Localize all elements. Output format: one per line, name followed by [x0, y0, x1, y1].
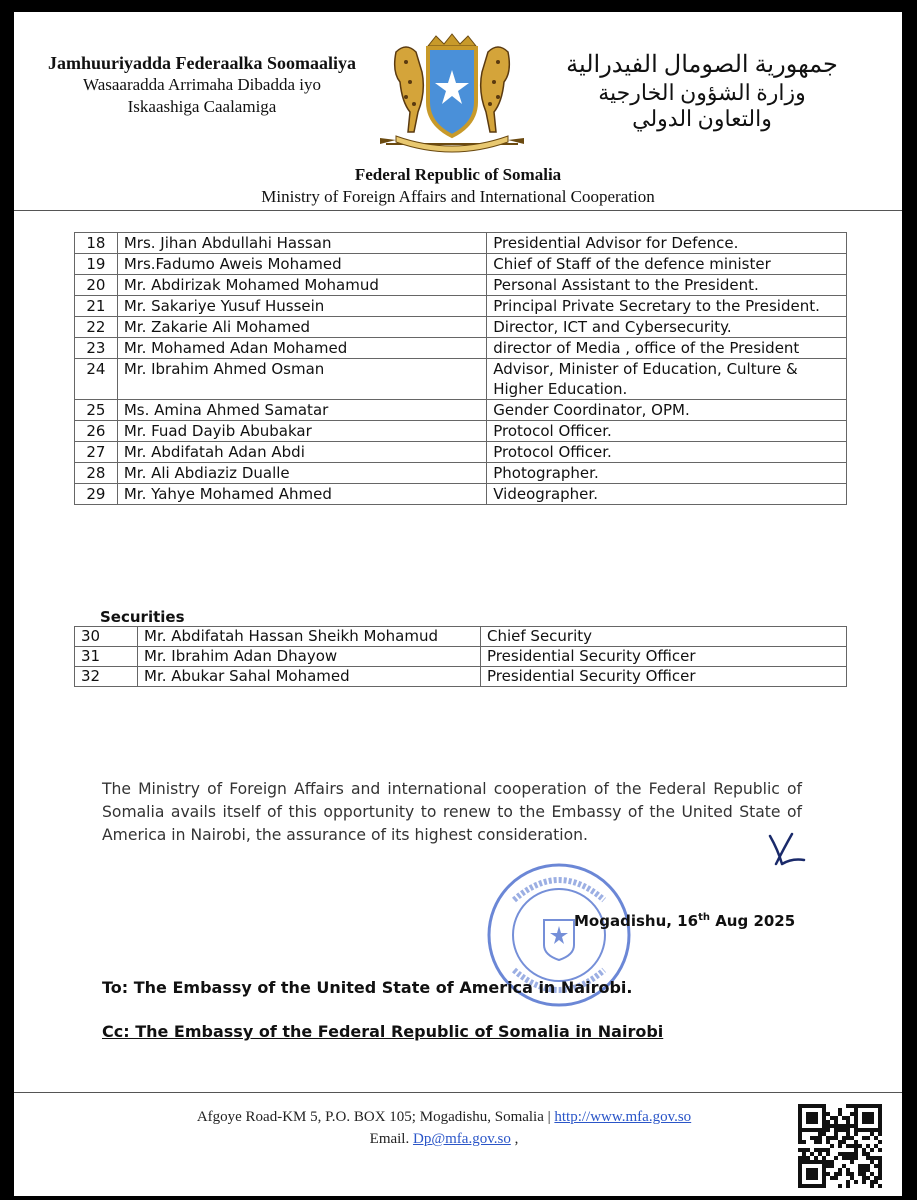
person-title: Protocol Officer.	[487, 421, 847, 442]
row-number: 28	[75, 463, 118, 484]
delegation-row	[75, 400, 847, 421]
header-somali-line1: Jamhuuriyadda Federaalka Soomaaliya	[47, 53, 357, 73]
email-label: Email.	[369, 1131, 413, 1147]
footer-email-line	[144, 1128, 744, 1150]
header-arabic	[532, 50, 872, 132]
delegation-row	[75, 421, 847, 442]
person-title: Advisor, Minister of Education, Culture & Higher Education.	[487, 359, 847, 400]
place-and-date	[574, 912, 795, 930]
person-name: Mr. Yahye Mohamed Ahmed	[117, 484, 486, 505]
security-row	[75, 647, 847, 667]
place-date-text: Mogadishu, 16	[574, 912, 699, 930]
delegation-row	[75, 254, 847, 275]
cc-line: Cc: The Embassy of the Federal Republic of Somalia in Nairobi	[102, 1022, 664, 1041]
header-somali	[32, 52, 372, 118]
person-title: Photographer.	[487, 463, 847, 484]
person-name: Mr. Abdirizak Mohamed Mohamud	[117, 275, 486, 296]
row-number: 29	[75, 484, 118, 505]
footer-address: Afgoye Road-KM 5, P.O. BOX 105; Mogadishu, Somalia |	[196, 1109, 555, 1125]
person-name: Mr. Ali Abdiaziz Dualle	[117, 463, 486, 484]
person-name: Mr. Abukar Sahal Mohamed	[138, 667, 481, 687]
header-somali-line3: Iskaashiga Caalamiga	[127, 97, 277, 116]
header-english	[14, 164, 902, 208]
header-arabic-line1: جمهورية الصومال الفيدرالية	[566, 52, 838, 78]
row-number: 32	[75, 667, 138, 687]
person-title: Presidential Advisor for Defence.	[487, 233, 847, 254]
delegation-row	[75, 233, 847, 254]
person-title: Presidential Security Officer	[481, 667, 847, 687]
person-title: Videographer.	[487, 484, 847, 505]
person-title: Director, ICT and Cybersecurity.	[487, 317, 847, 338]
recipient-line: To: The Embassy of the United State of America in Nairobi.	[102, 978, 633, 997]
header-somali-line2: Wasaaradda Arrimaha Dibadda iyo	[83, 75, 321, 94]
row-number: 24	[75, 359, 118, 400]
person-title: Gender Coordinator, OPM.	[487, 400, 847, 421]
footer	[144, 1106, 744, 1150]
row-number: 20	[75, 275, 118, 296]
person-name: Mr. Ibrahim Ahmed Osman	[117, 359, 486, 400]
row-number: 26	[75, 421, 118, 442]
person-name: Mr. Zakarie Ali Mohamed	[117, 317, 486, 338]
security-row	[75, 627, 847, 647]
delegation-row	[75, 317, 847, 338]
person-name: Mr. Sakariye Yusuf Hussein	[117, 296, 486, 317]
delegation-table	[74, 232, 847, 505]
securities-table	[74, 626, 847, 687]
person-title: Principal Private Secretary to the President.	[487, 296, 847, 317]
person-name: Mr. Fuad Dayib Abubakar	[117, 421, 486, 442]
delegation-row	[75, 296, 847, 317]
row-number: 30	[75, 627, 138, 647]
delegation-row	[75, 338, 847, 359]
row-number: 21	[75, 296, 118, 317]
person-name: Mr. Ibrahim Adan Dhayow	[138, 647, 481, 667]
row-number: 22	[75, 317, 118, 338]
date-month-year: Aug 2025	[709, 912, 796, 930]
row-number: 23	[75, 338, 118, 359]
person-name: Ms. Amina Ahmed Samatar	[117, 400, 486, 421]
document-page	[14, 12, 902, 1196]
person-name: Mr. Abdifatah Adan Abdi	[117, 442, 486, 463]
row-number: 27	[75, 442, 118, 463]
website-link[interactable]: http://www.mfa.gov.so	[554, 1109, 692, 1125]
footer-divider	[14, 1092, 902, 1093]
delegation-row	[75, 463, 847, 484]
delegation-row	[75, 442, 847, 463]
person-name: Mr. Mohamed Adan Mohamed	[117, 338, 486, 359]
date-ordinal: th	[698, 912, 710, 923]
row-number: 19	[75, 254, 118, 275]
header-arabic-line3: والتعاون الدولي	[632, 106, 772, 131]
person-name: Mrs.Fadumo Aweis Mohamed	[117, 254, 486, 275]
security-row	[75, 667, 847, 687]
closing-paragraph: The Ministry of Foreign Affairs and international cooperation of the Federal Republic of Somalia avails itself of this opportunity to renew to the Embassy of the United State of America in Nairobi, the assurance of its highest consideration.	[102, 780, 802, 844]
row-number: 31	[75, 647, 138, 667]
person-title: Chief Security	[481, 627, 847, 647]
email-link[interactable]: Dp@mfa.gov.so	[412, 1131, 511, 1147]
person-title: Personal Assistant to the President.	[487, 275, 847, 296]
person-name: Mrs. Jihan Abdullahi Hassan	[117, 233, 486, 254]
delegation-row	[75, 484, 847, 505]
row-number: 18	[75, 233, 118, 254]
person-title: Chief of Staff of the defence minister	[487, 254, 847, 275]
delegation-row	[75, 275, 847, 296]
securities-label: Securities	[100, 608, 185, 626]
person-title: Presidential Security Officer	[481, 647, 847, 667]
signature-icon	[762, 830, 812, 870]
person-title: director of Media , office of the President	[487, 338, 847, 359]
footer-address-line	[144, 1106, 744, 1128]
delegation-row	[75, 359, 847, 400]
qr-code-icon	[798, 1104, 882, 1188]
somalia-coat-of-arms-icon	[366, 32, 538, 162]
header-english-line1: Federal Republic of Somalia	[354, 165, 562, 184]
email-suffix: ,	[510, 1131, 519, 1147]
row-number: 25	[75, 400, 118, 421]
header-english-line2: Ministry of Foreign Affairs and International Cooperation	[261, 187, 655, 206]
person-title: Protocol Officer.	[487, 442, 847, 463]
person-name: Mr. Abdifatah Hassan Sheikh Mohamud	[138, 627, 481, 647]
header-arabic-line2: وزارة الشؤون الخارجية	[598, 80, 806, 105]
header-divider	[14, 210, 902, 211]
